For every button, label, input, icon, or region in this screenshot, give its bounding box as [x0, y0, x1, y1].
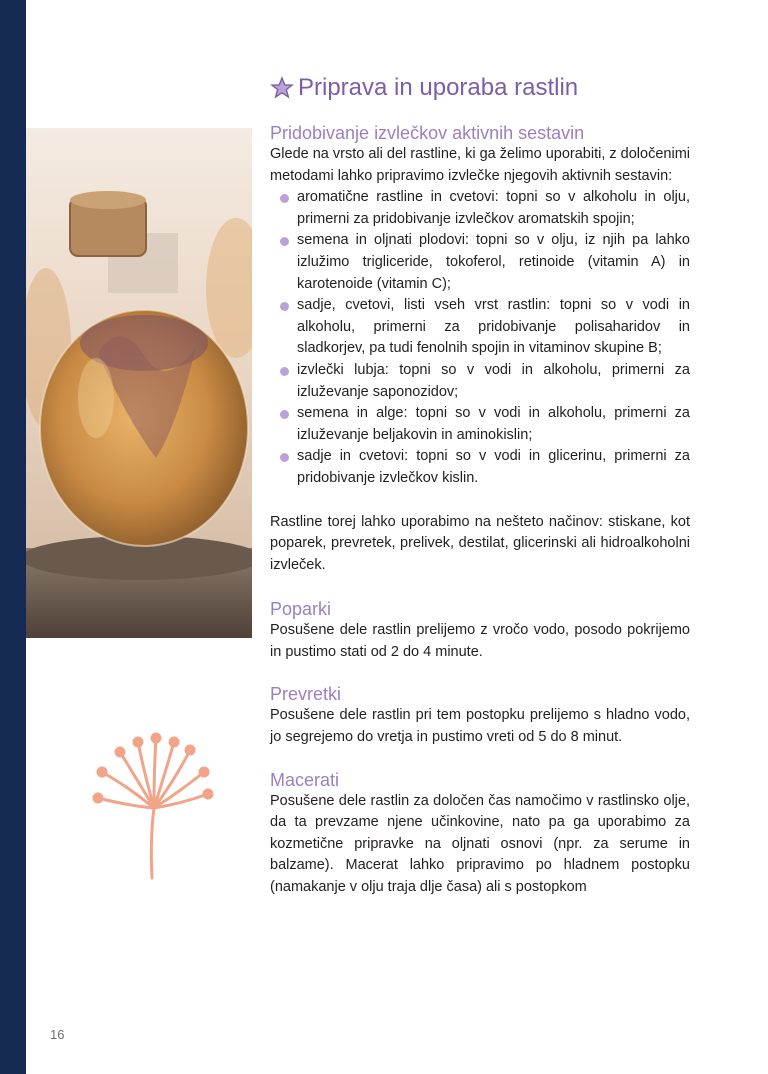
- extraction-heading: Pridobivanje izvlečkov aktivnih sestavin: [270, 123, 585, 143]
- flower-illustration: [90, 728, 214, 884]
- list-item: izvlečki lubja: topni so v vodi in alkoholu, primerni za izluževanje saponozidov;: [278, 360, 690, 403]
- bullet-icon: [280, 302, 289, 311]
- macerati-heading: Macerati: [270, 769, 340, 790]
- list-item: semena in oljnati plodovi: topni so v olju, iz njih pa lahko izlužimo trigliceride, tokoferol, retinoide (vitamin A) in karotenoide (vitamin C);: [278, 230, 690, 295]
- list-item: semena in alge: topni so v vodi in alkoholu, primerni za izluževanje beljakovin in aminokislin;: [278, 403, 690, 446]
- section-title: [270, 74, 690, 102]
- poparki-heading: Poparki: [270, 599, 332, 620]
- bullet-icon: [280, 453, 289, 462]
- main-content: [270, 74, 690, 899]
- prevretki-text: Posušene dele rastlin pri tem postopku prelijemo s hladno vodo, jo segrejemo do vretja in pustimo vreti od 5 do 8 minut.: [270, 707, 690, 746]
- oil-bottle-photo: [26, 128, 252, 638]
- list-item: aromatične rastline in cvetovi: topni so v alkoholu in olju, primerni za pridobivanje izvlečkov aromatskih spojin;: [278, 187, 690, 230]
- extraction-intro: Glede na vrsto ali del rastline, ki ga želimo uporabiti, z določenimi metodami lahko pripravimo izvlečke njegovih aktivnih sestavin:: [270, 146, 690, 184]
- list-item: sadje in cvetovi: topni so v vodi in glicerinu, primerni za pridobivanje izvlečkov kislin.: [278, 446, 690, 489]
- section-title-text: Priprava in uporaba rastlin: [298, 74, 579, 101]
- poparki-text: Posušene dele rastlin prelijemo z vročo vodo, posodo pokrijemo in pustimo stati od 2 do 4 minute.: [270, 622, 690, 660]
- page-number: 16: [50, 1027, 65, 1042]
- page-sidebar-band: [0, 0, 26, 1074]
- extraction-closing: Rastline torej lahko uporabimo na nešteto načinov: stiskane, kot poparek, prevretek, prelivek, destilat, glicerinski ali hidroalkoholni izvleček.: [270, 513, 690, 573]
- bullet-icon: [280, 194, 289, 203]
- prevretki-heading: Prevretki: [270, 684, 342, 705]
- bullet-icon: [280, 367, 289, 376]
- extraction-list: [270, 187, 690, 489]
- macerati-text: Posušene dele rastlin za določen čas namočimo v rastlinsko olje, da ta prevzame njene učinkovine, nato pa ga uporabimo za kozmetične pripravke na oljnati osnovi (npr. za serume in balzame). Macerat lahko pripravimo po hladnem postopku (namakanje v olju traja dlje časa) ali s postopkom: [270, 792, 690, 896]
- list-item: sadje, cvetovi, listi vseh vrst rastlin: topni so v vodi in alkoholu, primerni za pridobivanje polisaharidov in sladkorjev, pa tudi fenolnih spojin in vitaminov skupine B;: [278, 295, 690, 360]
- bullet-icon: [280, 237, 289, 246]
- star-icon: [270, 76, 294, 100]
- bullet-icon: [280, 410, 289, 419]
